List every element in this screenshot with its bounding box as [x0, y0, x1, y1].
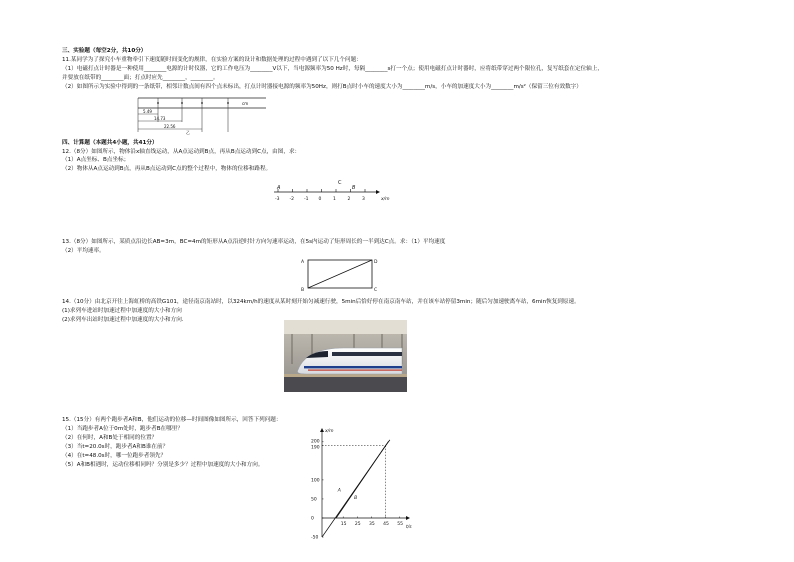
- q15-part3: （3）当t=20.0s时，跑步者A和B谁在前？: [62, 444, 169, 450]
- position-time-chart: [300, 420, 430, 550]
- number-line-figure: [268, 178, 398, 208]
- x-tick-label: 55: [397, 522, 403, 527]
- series-label-b: B: [354, 495, 358, 501]
- y-tick-label: 0: [311, 516, 314, 522]
- q15-part5: （5）A和B相遇时，运动位移相同吗？分别是多少？过程中加速度的大小和方向。: [62, 462, 264, 468]
- section4-heading: 四、计算题（本题共4小题，共41分）: [62, 140, 158, 146]
- number-line-tick-label: 2: [347, 197, 351, 202]
- q11-part2: （2）如图所示为实验中得到的一条纸带，相邻计数点间有四个点未标出，打点计时器接电源的频率为50Hz，则打B点时小车的速度大小为________m/s，小车的加速度大小为________m/s²（保留三位有效数字）: [62, 84, 582, 90]
- section3-heading: 三、实验题（每空2分，共10分）: [62, 48, 147, 54]
- number-line-tick-label: 1: [333, 197, 336, 202]
- number-line-tick-label: -1: [304, 197, 309, 202]
- tape-d3: 22.56: [164, 124, 176, 129]
- y-axis-label: x/m: [325, 429, 334, 434]
- y-tick-label: 100: [311, 478, 320, 484]
- x-tick-label: 35: [368, 522, 375, 527]
- x-axis-label: t/s: [406, 525, 412, 530]
- y-tick-label: 190: [311, 445, 320, 451]
- q15-part2: （2）在何时，A和B处于相同的位置？: [62, 435, 158, 441]
- paper-tape-figure: [138, 92, 268, 134]
- x-tick-label: 15: [340, 522, 347, 527]
- q12-part1: （1）A点坐标、B点坐标；: [62, 157, 130, 163]
- x-tick-label: 25: [354, 522, 361, 527]
- q12-part2: （2）物体从A点运动到B点，再从B点运动到C点的整个过程中，物体的位移和路程。: [62, 166, 272, 172]
- q11-part1b: 并要放在纸带的________面；打点时应先________，________。: [62, 75, 219, 81]
- series-line-b: [336, 441, 388, 518]
- q15-part4: （4）在t=48.0s时，哪一位跑步者领先？: [62, 453, 167, 459]
- number-line-tick-label: -3: [275, 197, 280, 202]
- q14-part1: (1)求列车进站时加速过程中加速度的大小和方向: [62, 308, 182, 314]
- tape-d2: 14.73: [154, 116, 166, 121]
- q14-stem: 14.（10分）由北京开往上海虹桥的高铁G101，途径南京南站时，以324km/h的速度从某时刻开始匀减速行驶，5min后恰好停在南京南车站，并在该车站停留3min；随后匀加速驶离车站，6min恢复到原速。: [62, 299, 580, 305]
- point-b-label: B: [352, 185, 356, 191]
- series-label-a: A: [337, 488, 341, 494]
- point-a-label: A: [277, 185, 281, 191]
- tape-caption: 乙: [186, 130, 190, 135]
- q13-stem: 13.（8分）如图所示，某质点沿边长AB=3m，BC=4m的矩形从A点沿逆时针方向匀速率运动，在5s内运动了矩形周长的一半到达C点。求：（1）平均速度: [62, 239, 446, 245]
- x-unit-label: x/m: [381, 197, 390, 202]
- high-speed-train-photo: [284, 320, 407, 392]
- rectangle-figure: [298, 254, 386, 294]
- q11-part1a: （1）电磁打点计时器是一种使用________电源的计时仪器，它的工作电压为________V以下，当电源频率为50 Hz时，每隔________s打一个点；使用电磁打点计时器时，应将纸带穿过两个限位孔，复写纸套在定位轴上，: [62, 66, 603, 72]
- corner-b: B: [301, 288, 305, 293]
- number-line-tick-label: 3: [362, 197, 365, 202]
- number-line-tick-label: 0: [318, 197, 322, 202]
- corner-d: D: [374, 260, 378, 265]
- y-tick-label: -50: [311, 535, 319, 541]
- q15-stem: 15.（15分）有两个跑步者A和B，他们运动的位移—时间图像如图所示，回答下列问题：: [62, 417, 282, 423]
- x-tick-label: 45: [383, 522, 389, 527]
- q15-part1: （1）当跑步者A位于0m处时，跑步者B在哪里？: [62, 426, 183, 432]
- q13-part2: （2）平均速率。: [62, 248, 105, 254]
- tape-d1: 5.49: [143, 109, 152, 114]
- q14-part2: (2)求列车出站时加速过程中加速度的大小和方向.: [62, 317, 184, 323]
- y-tick-label: 50: [311, 497, 317, 503]
- x-axis-arrow: [406, 516, 410, 520]
- y-axis-arrow: [320, 428, 324, 432]
- corner-c: C: [374, 288, 378, 293]
- point-c-label: C: [338, 180, 342, 186]
- number-line-tick-label: -2: [289, 197, 294, 202]
- corner-a: A: [301, 260, 305, 265]
- tape-unit: cm: [242, 101, 249, 106]
- q12-stem: 12.（8分）如图所示，物体沿x轴直线运动，从A点运动到B点，再从B点运动到C点，由图，求：: [62, 149, 301, 155]
- y-tick-label: 200: [311, 439, 320, 445]
- q11-stem: 11.某同学为了探究小车重物牵引下速度随时间变化的规律，在实验方案的设计和数据处理的过程中遇到了以下几个问题：: [62, 57, 362, 63]
